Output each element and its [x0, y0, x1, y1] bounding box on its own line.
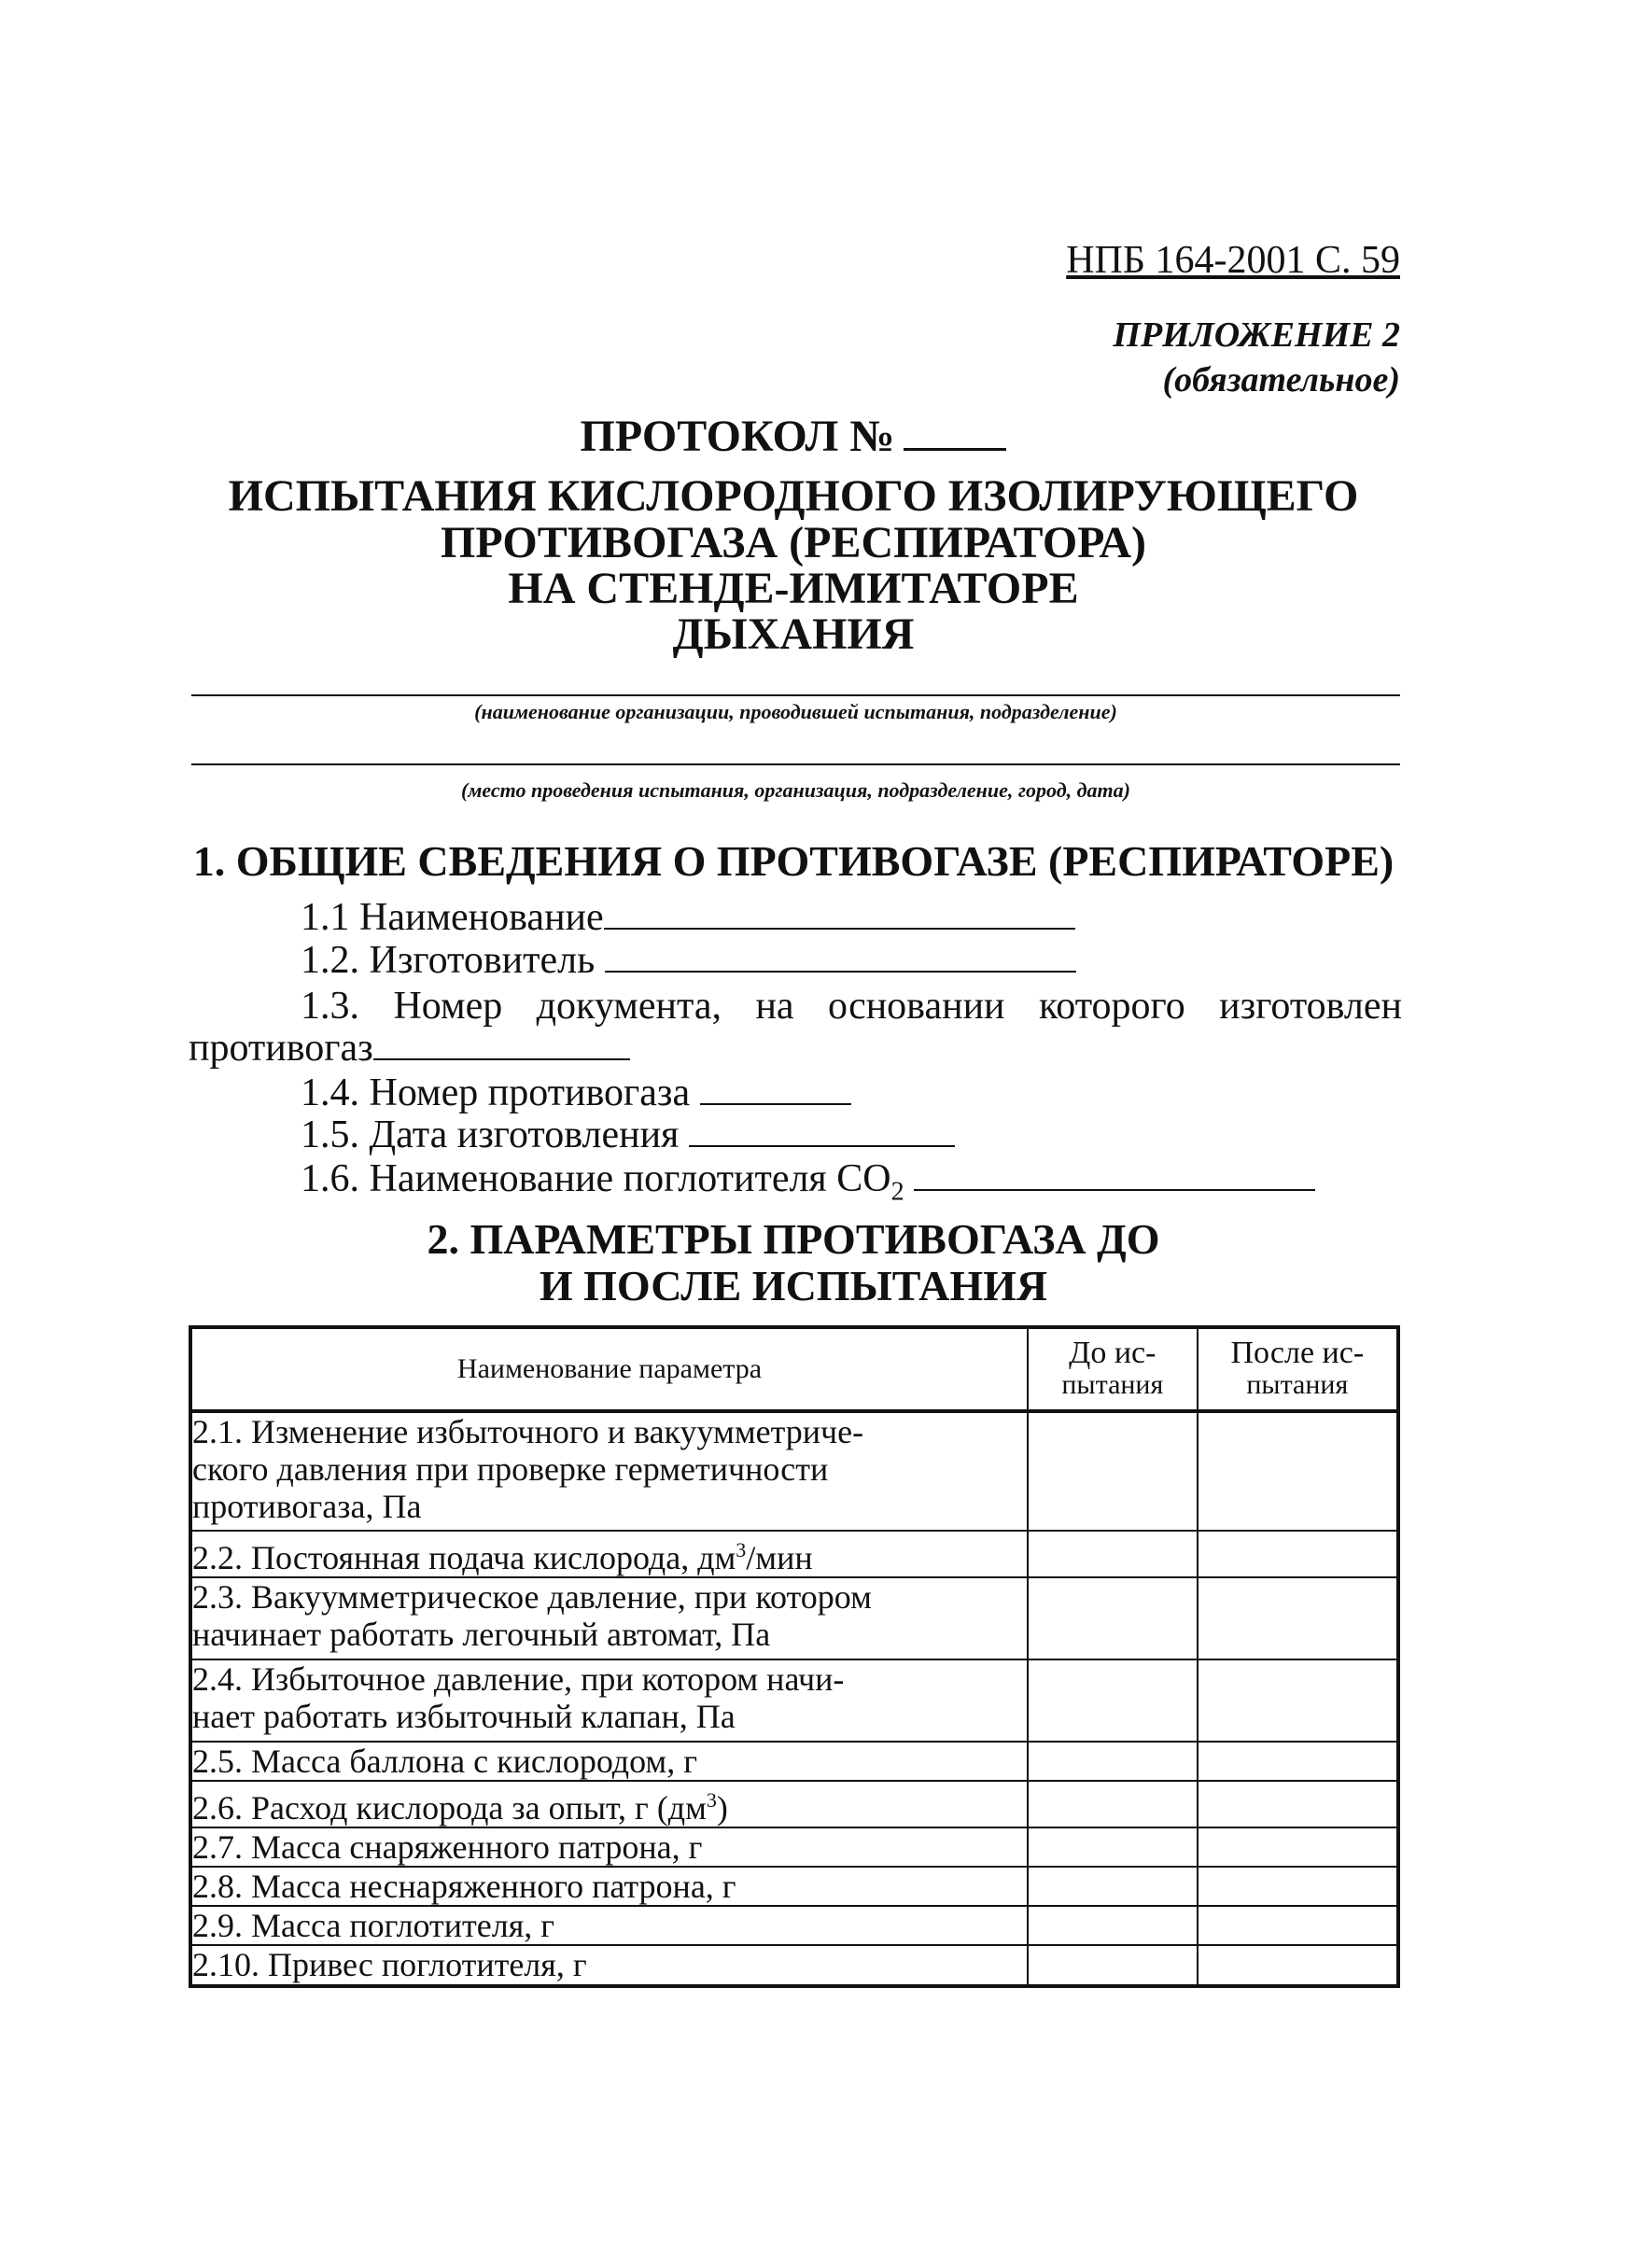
table-row — [190, 1945, 1398, 1986]
row-2-4-name — [190, 1659, 1028, 1742]
row-2-6-before-cell[interactable] — [1028, 1781, 1198, 1827]
section-1-heading: 1. ОБЩИЕ СВЕДЕНИЯ О ПРОТИВОГАЗЕ (РЕСПИРАТОРЕ) — [192, 837, 1395, 885]
protocol-number-blank — [904, 413, 1006, 451]
row-2-7-after-cell[interactable] — [1198, 1827, 1398, 1867]
row-2-2-superscript: 3 — [736, 1538, 747, 1561]
column-header-before — [1028, 1327, 1198, 1411]
row-2-3-before-cell[interactable] — [1028, 1577, 1198, 1659]
item-1-5 — [301, 1113, 955, 1156]
row-2-10-after-cell[interactable] — [1198, 1945, 1398, 1986]
table-row — [190, 1906, 1398, 1945]
table-row — [190, 1577, 1398, 1659]
org-caption: (наименование организации, проводившей испытания, подразделение) — [474, 700, 1117, 723]
item-1-2-label: 1.2. Изготовитель — [301, 939, 596, 982]
item-1-6 — [301, 1157, 1315, 1213]
item-1-6-label: 1.6. Наименование поглотителя CO — [301, 1157, 891, 1200]
row-2-4-before-cell[interactable] — [1028, 1659, 1198, 1742]
org-blank-line — [191, 694, 1400, 696]
row-2-6-close: ) — [716, 1789, 728, 1827]
row-2-1-line-3: противогаза, Па — [192, 1488, 422, 1525]
table-row — [190, 1867, 1398, 1906]
column-header-parameter: Наименование параметра — [190, 1327, 1028, 1411]
row-2-9-after-cell[interactable] — [1198, 1906, 1398, 1945]
row-2-4-line-1: 2.4. Избыточное давление, при котором начи- — [192, 1660, 845, 1698]
table-row — [190, 1659, 1398, 1742]
row-2-1-line-1: 2.1. Изменение избыточного и вакуумметриче- — [192, 1413, 864, 1450]
section-2-heading — [187, 1216, 1400, 1309]
column-header-before-line-1: До ис- — [1069, 1336, 1156, 1370]
row-2-1-line-2: ского давления при проверке герметичности — [192, 1450, 829, 1488]
column-header-after — [1198, 1327, 1398, 1411]
row-2-6-name — [190, 1781, 1028, 1827]
item-1-2-blank — [605, 939, 1076, 973]
parameters-table — [189, 1325, 1400, 1988]
row-2-6-after-cell[interactable] — [1198, 1781, 1398, 1827]
row-2-3-after-cell[interactable] — [1198, 1577, 1398, 1659]
document-code: НПБ 164-2001 С. 59 — [1066, 239, 1400, 282]
section-2-heading-line-1: 2. ПАРАМЕТРЫ ПРОТИВОГАЗА ДО — [427, 1215, 1160, 1263]
row-2-4-line-2: нает работать избыточный клапан, Па — [192, 1698, 736, 1735]
row-2-2-after-cell[interactable] — [1198, 1531, 1398, 1577]
row-2-10-before-cell[interactable] — [1028, 1945, 1198, 1986]
row-2-7-before-cell[interactable] — [1028, 1827, 1198, 1867]
item-1-6-blank — [914, 1157, 1315, 1191]
row-2-10-name: 2.10. Привес поглотителя, г — [190, 1945, 1028, 1986]
item-1-4 — [301, 1071, 851, 1114]
column-header-before-line-2: пытания — [1061, 1369, 1164, 1400]
item-1-5-label: 1.5. Дата изготовления — [301, 1113, 680, 1156]
item-1-6-subscript: 2 — [890, 1177, 904, 1207]
place-blank-line — [191, 763, 1400, 765]
appendix-note: (обязательное) — [1162, 360, 1400, 399]
row-2-8-name: 2.8. Масса неснаряженного патрона, г — [190, 1867, 1028, 1906]
item-1-1-blank — [604, 896, 1075, 930]
table-header-row — [190, 1327, 1398, 1411]
row-2-3-name — [190, 1577, 1028, 1659]
appendix-label: ПРИЛОЖЕНИЕ 2 — [1113, 315, 1400, 355]
row-2-2-before-cell[interactable] — [1028, 1531, 1198, 1577]
row-2-5-after-cell[interactable] — [1198, 1742, 1398, 1781]
row-2-5-before-cell[interactable] — [1028, 1742, 1198, 1781]
row-2-3-line-1: 2.3. Вакуумметрическое давление, при котором — [192, 1578, 872, 1616]
item-1-3: 1.3. Номер документа, на основании которого изготовлен — [301, 985, 1402, 1028]
row-2-2-text: 2.2. Постоянная подача кислорода, дм — [192, 1539, 736, 1576]
title-line-3: НА СТЕНДЕ-ИМИТАТОРЕ — [508, 564, 1079, 613]
title-line-4: ДЫХАНИЯ — [672, 609, 915, 659]
row-2-6-superscript: 3 — [706, 1788, 717, 1812]
table-row — [190, 1742, 1398, 1781]
item-1-4-blank — [700, 1071, 851, 1105]
column-header-after-line-1: После ис- — [1230, 1336, 1365, 1370]
protocol-label: ПРОТОКОЛ № — [580, 412, 895, 461]
row-2-1-before-cell[interactable] — [1028, 1411, 1198, 1531]
row-2-9-before-cell[interactable] — [1028, 1906, 1198, 1945]
item-1-1 — [301, 896, 1075, 939]
row-2-6-text: 2.6. Расход кислорода за опыт, г (дм — [192, 1789, 707, 1827]
row-2-9-name: 2.9. Масса поглотителя, г — [190, 1906, 1028, 1945]
row-2-1-name — [190, 1411, 1028, 1531]
item-1-3-cont — [189, 1027, 630, 1070]
column-header-after-line-2: пытания — [1246, 1369, 1349, 1400]
item-1-2 — [301, 939, 1076, 982]
appendix-block — [1113, 313, 1400, 402]
row-2-4-after-cell[interactable] — [1198, 1659, 1398, 1742]
item-1-5-blank — [689, 1113, 955, 1147]
title-line-2: ПРОТИВОГАЗА (РЕСПИРАТОРА) — [440, 518, 1147, 567]
row-2-5-name: 2.5. Масса баллона с кислородом, г — [190, 1742, 1028, 1781]
row-2-8-before-cell[interactable] — [1028, 1867, 1198, 1906]
place-caption: (место проведения испытания, организация, подразделение, город, дата) — [461, 778, 1130, 802]
table-row — [190, 1411, 1398, 1531]
table-row — [190, 1827, 1398, 1867]
row-2-8-after-cell[interactable] — [1198, 1867, 1398, 1906]
section-2-heading-line-2: И ПОСЛЕ ИСПЫТАНИЯ — [539, 1262, 1048, 1309]
row-2-2-name — [190, 1531, 1028, 1577]
item-1-3-cont-label: противогаз — [189, 1027, 373, 1070]
table-row — [190, 1531, 1398, 1577]
row-2-1-after-cell[interactable] — [1198, 1411, 1398, 1531]
item-1-1-label: 1.1 Наименование — [301, 896, 604, 939]
item-1-4-label: 1.4. Номер противогаза — [301, 1071, 691, 1114]
row-2-3-line-2: начинает работать легочный автомат, Па — [192, 1616, 771, 1653]
item-1-3-blank — [373, 1027, 630, 1060]
table-row — [190, 1781, 1398, 1827]
title-line-1: ИСПЫТАНИЯ КИСЛОРОДНОГО ИЗОЛИРУЮЩЕГО — [228, 471, 1359, 521]
protocol-title — [187, 413, 1400, 459]
row-2-2-unit: /мин — [746, 1539, 813, 1576]
row-2-7-name: 2.7. Масса снаряженного патрона, г — [190, 1827, 1028, 1867]
